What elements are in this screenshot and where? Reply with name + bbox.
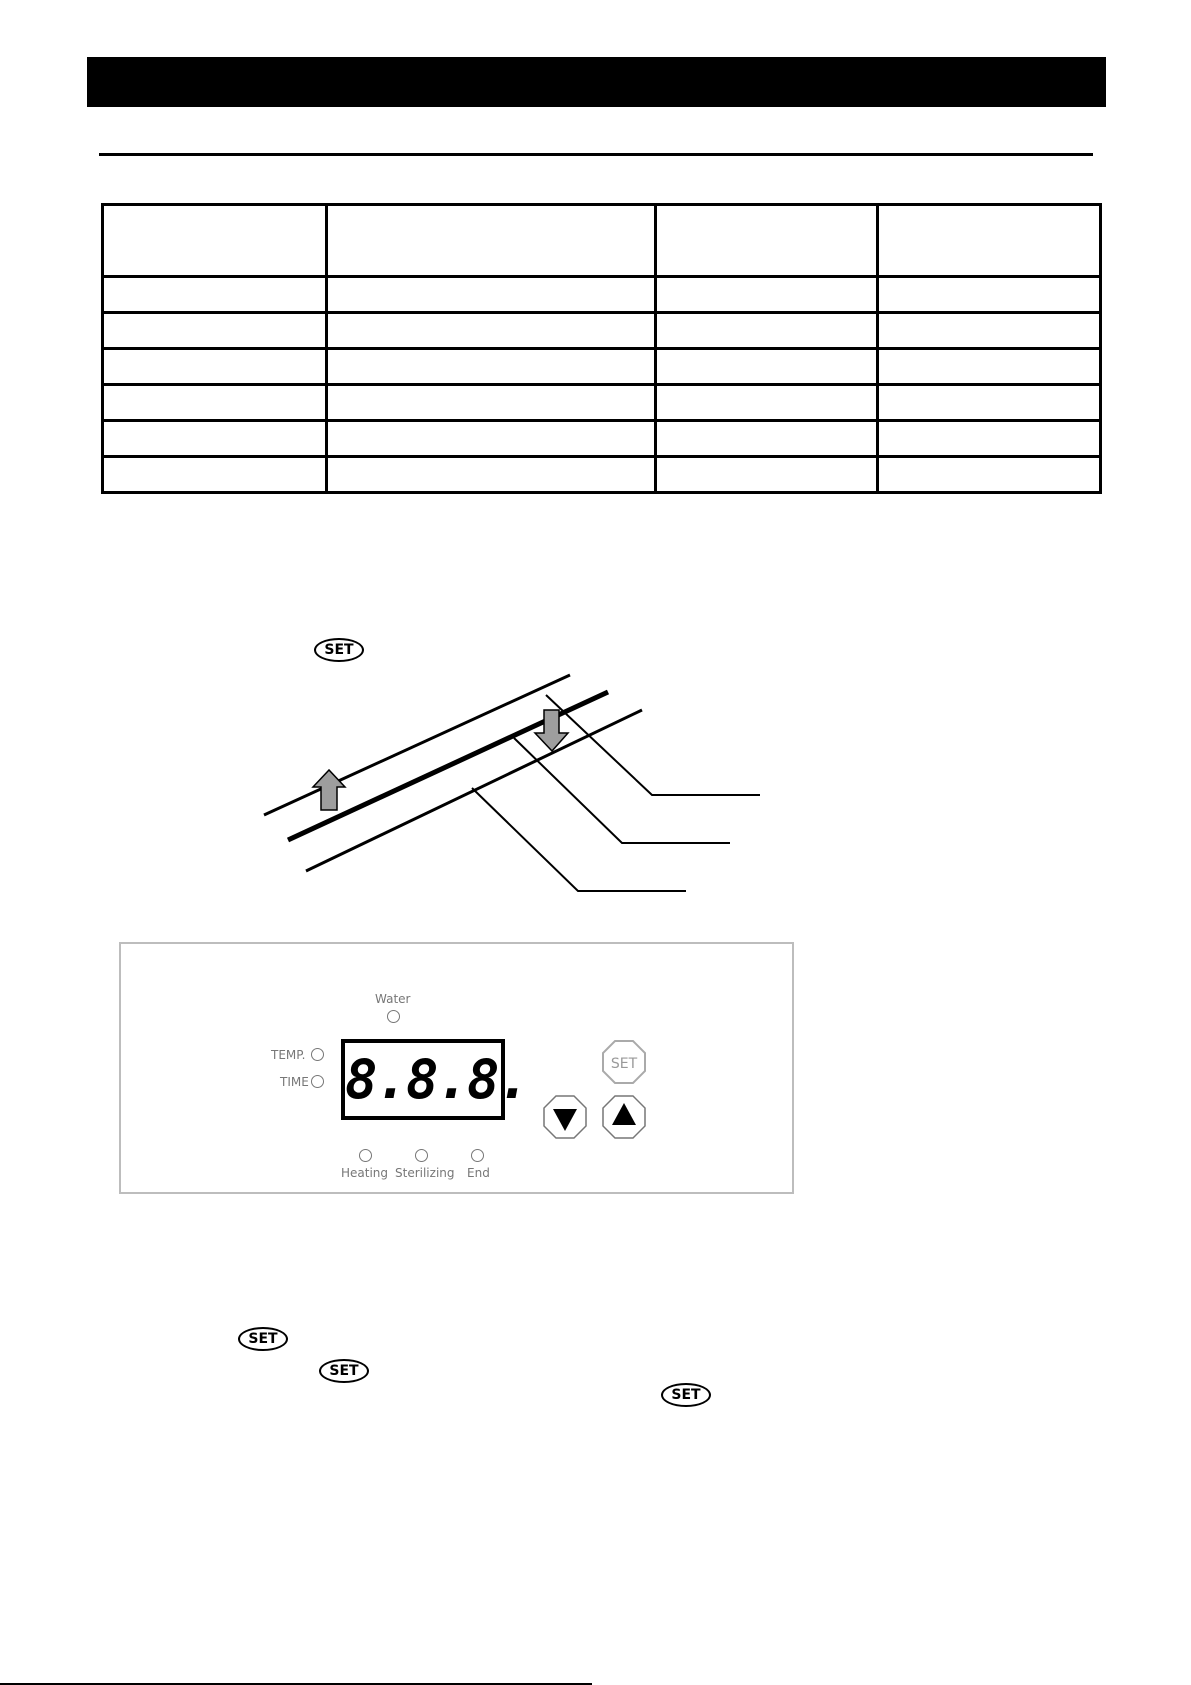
table-cell: [327, 313, 656, 349]
set-button[interactable]: [601, 1039, 647, 1085]
table-cell: [103, 457, 327, 493]
display-digits: 8.8.8.: [345, 1048, 529, 1111]
table-cell: [878, 277, 1101, 313]
time-led: [311, 1075, 324, 1088]
control-panel: [119, 942, 794, 1194]
water-led: [387, 1010, 400, 1023]
table-header-row: [103, 205, 1101, 277]
down-button[interactable]: [542, 1094, 588, 1140]
leader-line-lower: [472, 788, 686, 891]
table-row: [103, 313, 1101, 349]
upper-line: [264, 675, 570, 815]
temp-led: [311, 1048, 324, 1061]
table-cell: [327, 457, 656, 493]
sterilizing-led: [415, 1149, 428, 1162]
table-cell: [878, 313, 1101, 349]
table-header-cell: [327, 205, 656, 277]
set-icon: SET: [319, 1359, 369, 1383]
leader-line-middle: [514, 738, 730, 843]
table-row: [103, 421, 1101, 457]
leader-line-upper: [546, 695, 760, 795]
water-label: Water: [375, 992, 411, 1006]
table-cell: [656, 385, 878, 421]
header-bar: [87, 57, 1106, 107]
up-button[interactable]: [601, 1094, 647, 1140]
set-icon: SET: [238, 1327, 288, 1351]
down-arrow-icon: [535, 710, 568, 751]
table-cell: [103, 385, 327, 421]
spec-table: [101, 203, 1102, 494]
end-label: End: [467, 1166, 490, 1180]
table-cell: [656, 349, 878, 385]
table-cell: [327, 385, 656, 421]
heating-label: Heating: [341, 1166, 389, 1180]
heating-led: [359, 1149, 372, 1162]
set-icon: SET: [314, 638, 364, 662]
temp-label: TEMP.: [271, 1048, 306, 1062]
table-header-cell: [103, 205, 327, 277]
table-cell: [878, 385, 1101, 421]
table-row: [103, 457, 1101, 493]
sterilizing-label: Sterilizing: [395, 1166, 455, 1180]
table-row: [103, 349, 1101, 385]
title-rule: [99, 153, 1093, 156]
table-header-cell: [878, 205, 1101, 277]
set-button-label: SET: [610, 1056, 638, 1072]
table-cell: [656, 313, 878, 349]
end-led: [471, 1149, 484, 1162]
seven-segment-display: [341, 1039, 529, 1120]
table-cell: [878, 421, 1101, 457]
temperature-curve-diagram: [250, 665, 770, 905]
table-cell: [656, 421, 878, 457]
table-cell: [327, 277, 656, 313]
time-label: TIME: [280, 1075, 309, 1089]
middle-line: [288, 692, 608, 840]
table-cell: [327, 421, 656, 457]
table-cell: [878, 457, 1101, 493]
table-cell: [103, 277, 327, 313]
table-cell: [103, 349, 327, 385]
table-header-cell: [656, 205, 878, 277]
table-cell: [656, 277, 878, 313]
table-cell: [103, 421, 327, 457]
table-cell: [878, 349, 1101, 385]
table-cell: [103, 313, 327, 349]
table-row: [103, 277, 1101, 313]
table-cell: [656, 457, 878, 493]
table-row: [103, 385, 1101, 421]
set-icon: SET: [661, 1383, 711, 1407]
table-cell: [327, 349, 656, 385]
